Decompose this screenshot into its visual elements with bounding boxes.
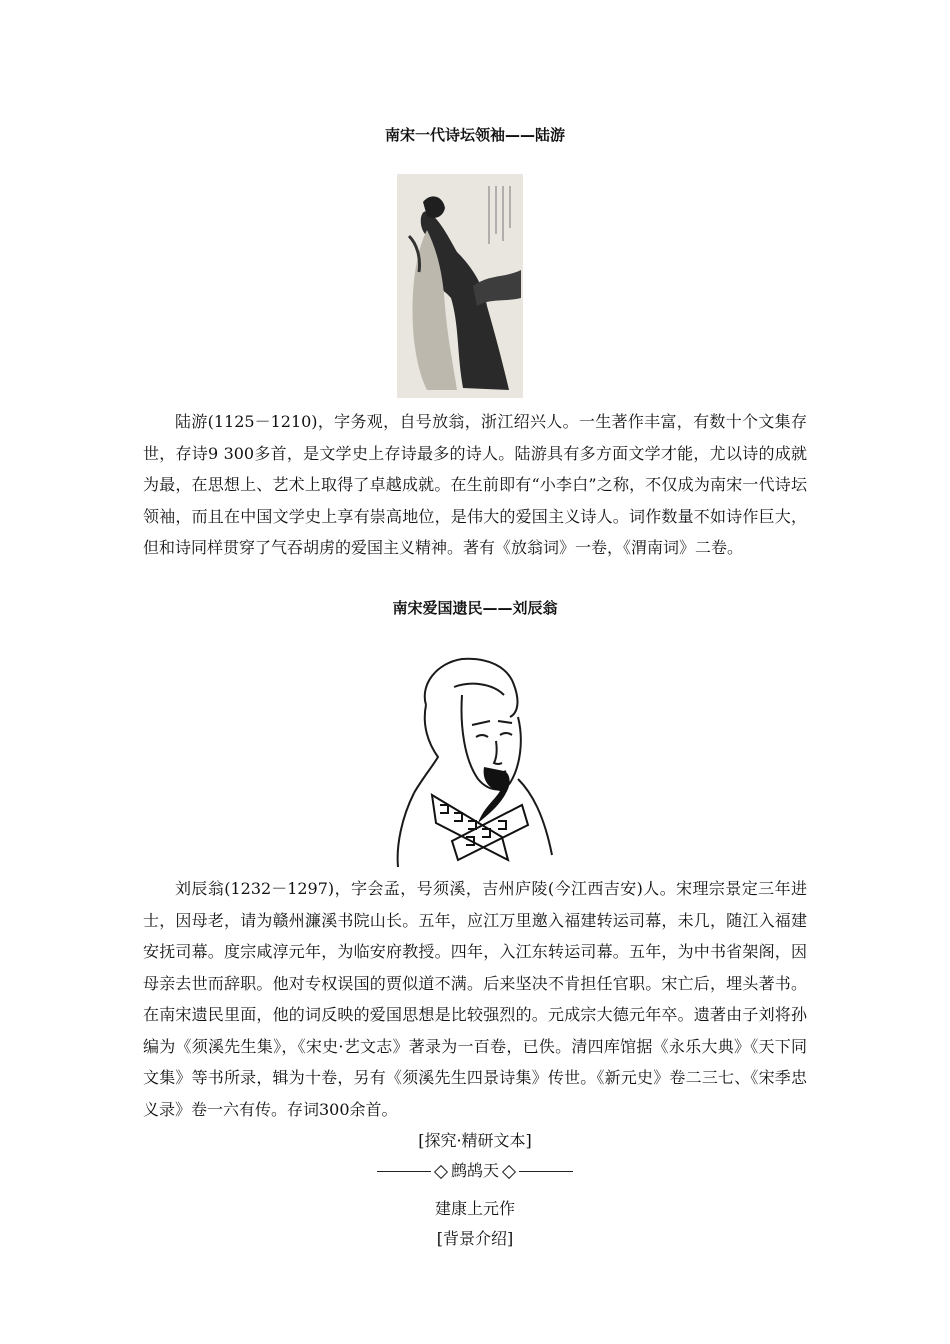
divider-rule-left bbox=[377, 1171, 431, 1172]
background-heading: [背景介绍] bbox=[436, 1229, 514, 1248]
section-title-liuchenweng: 南宋爱国遗民——刘辰翁 bbox=[392, 599, 558, 617]
poem-subtitle: 建康上元作 bbox=[434, 1199, 515, 1218]
divider-rule-right bbox=[519, 1171, 573, 1172]
diamond-icon bbox=[434, 1164, 448, 1178]
section-title-luyou: 南宋一代诗坛领袖——陆游 bbox=[384, 126, 565, 144]
liuchenweng-portrait-image bbox=[392, 655, 560, 870]
poem-title-divider bbox=[0, 1158, 950, 1181]
luyou-biography-paragraph: 陆游(1125－1210)，字务观，自号放翁，浙江绍兴人。一生著作丰富，有数十个文集存世，存诗9 300多首，是文学史上存诗最多的诗人。陆游具有多方面文学才能，尤以诗的成就为最，在思想上、艺术上取得了卓越成就。在生前即有“小李白”之称，不仅成为南宋一代诗坛领袖，而且在中国文学史上享有崇高地位，是伟大的爱国主义诗人。词作数量不如诗作巨大，但和诗同样贯穿了气吞胡虏的爱国主义精神。著有《放翁词》一卷，《渭南词》二卷。 bbox=[143, 412, 807, 557]
explore-heading: [探究·精研文本] bbox=[418, 1131, 532, 1150]
luyou-portrait-image bbox=[397, 174, 523, 398]
poem-title: 鹧鸪天 bbox=[450, 1161, 499, 1180]
diamond-icon bbox=[502, 1164, 516, 1178]
liuchenweng-biography-paragraph: 刘辰翁(1232－1297)，字会孟，号须溪，吉州庐陵(今江西吉安)人。宋理宗景定三年进士，因母老，请为赣州濂溪书院山长。五年，应江万里邀入福建转运司幕，未几，随江入福建安抚司幕。度宗咸淳元年，为临安府教授。四年，入江东转运司幕。五年，为中书省架阁，因母亲去世而辞职。他对专权误国的贾似道不满。后来坚决不肯担任官职。宋亡后，埋头著书。在南宋遗民里面，他的词反映的爱国思想是比较强烈的。元成宗大德元年卒。遗著由子刘将孙编为《须溪先生集》，《宋史·艺文志》著录为一百卷，已佚。清四库馆据《永乐大典》《天下同文集》等书所录，辑为十卷，另有《须溪先生四景诗集》传世。《新元史》卷二三七、《宋季忠义录》卷一六有传。存词300余首。 bbox=[143, 879, 807, 1119]
